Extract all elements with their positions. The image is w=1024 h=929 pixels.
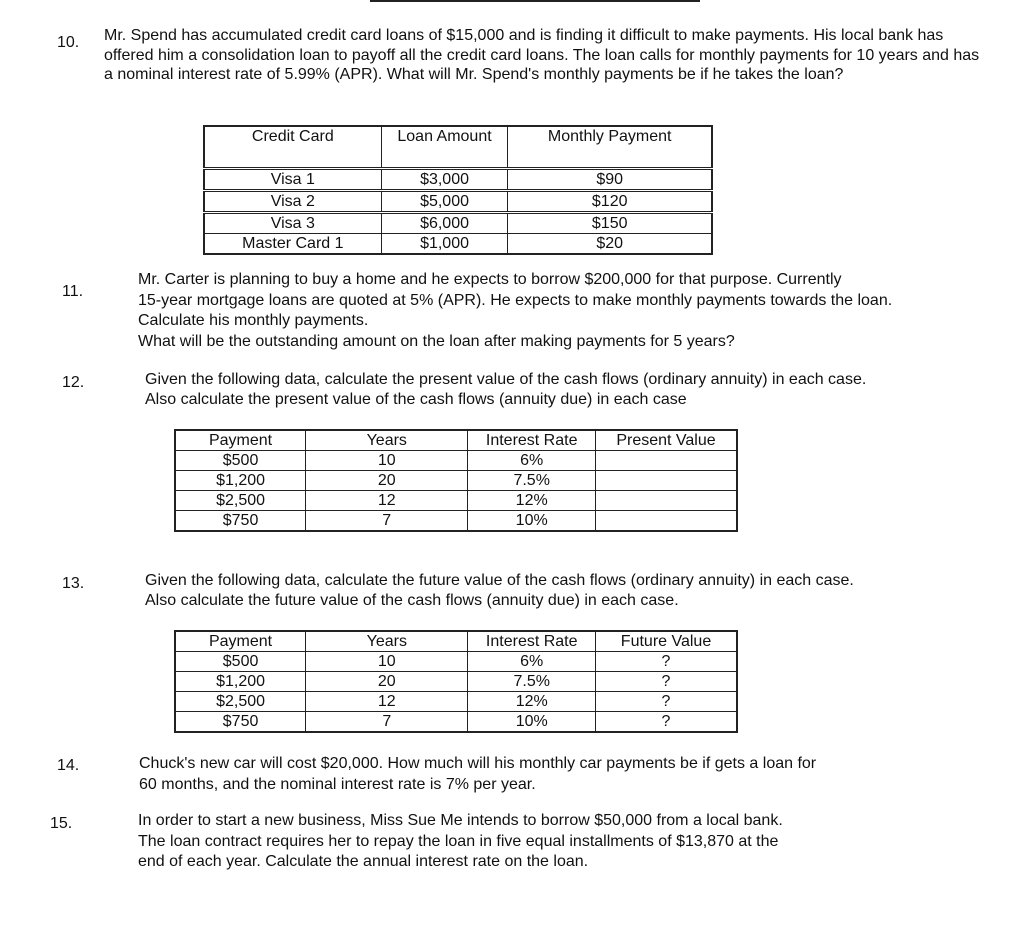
table-cell: 12 xyxy=(306,692,468,712)
question-11-number: 11. xyxy=(62,283,84,300)
top-rule xyxy=(370,0,700,2)
table-cell xyxy=(595,451,737,471)
column-header: Interest Rate xyxy=(468,631,596,652)
table-cell: $150 xyxy=(508,213,712,234)
table-cell: $5,000 xyxy=(381,191,508,213)
table-row xyxy=(204,234,712,255)
table-header-row xyxy=(204,126,712,169)
table-cell: $1,200 xyxy=(175,471,306,491)
table-cell: $750 xyxy=(175,511,306,532)
question-10-number: 10. xyxy=(57,34,80,51)
table-cell: $750 xyxy=(175,712,306,733)
table-cell: $1,200 xyxy=(175,672,306,692)
question-15-number: 15. xyxy=(50,815,73,832)
future-value-table xyxy=(174,630,738,733)
text-line: The loan contract requires her to repay the loan in five equal installments of $13,870 at the xyxy=(138,832,779,850)
table-cell: 10 xyxy=(306,451,468,471)
table-cell: 12 xyxy=(306,491,468,511)
table-cell: 10% xyxy=(468,511,596,532)
column-header: Future Value xyxy=(596,631,737,652)
column-header: Payment xyxy=(175,631,306,652)
column-header: Payment xyxy=(175,430,306,451)
column-header: Credit Card xyxy=(204,126,381,169)
table-cell: 12% xyxy=(468,692,596,712)
question-13-number: 13. xyxy=(62,575,85,592)
table-cell: 7 xyxy=(306,511,468,532)
column-header: Years xyxy=(306,430,468,451)
column-header: Interest Rate xyxy=(468,430,596,451)
text-line: Given the following data, calculate the future value of the cash flows (ordinary annuity) in each case. xyxy=(145,572,854,589)
table-row xyxy=(175,491,737,511)
text-line: In order to start a new business, Miss Sue Me intends to borrow $50,000 from a local bank. xyxy=(138,812,783,829)
question-10-text: Mr. Spend has accumulated credit card loans of $15,000 and is finding it difficult to make payments. His local bank has offered him a consolidation loan to payoff all the credit card loans. The loan calls for monthly payments for 10 years and has a nominal interest rate of 5.99% (APR). What will Mr. Spend's monthly payments be if he takes the loan? xyxy=(104,27,980,83)
text-line: What will be the outstanding amount on the loan after making payments for 5 years? xyxy=(138,332,735,350)
table-cell: 7.5% xyxy=(468,471,596,491)
text-line: Given the following data, calculate the present value of the cash flows (ordinary annuity) in each case. xyxy=(145,371,867,388)
table-header-row xyxy=(175,631,737,652)
credit-card-table xyxy=(203,125,713,255)
table-cell: $3,000 xyxy=(381,169,508,191)
question-13-text xyxy=(145,571,1005,611)
table-cell: ? xyxy=(596,712,737,733)
table-row xyxy=(204,213,712,234)
table-cell: 6% xyxy=(468,451,596,471)
table-cell: $500 xyxy=(175,652,306,672)
table-row xyxy=(175,652,737,672)
table-cell: 7.5% xyxy=(468,672,596,692)
text-line: 60 months, and the nominal interest rate is 7% per year. xyxy=(139,776,536,793)
question-14-number: 14. xyxy=(57,757,80,774)
column-header: Years xyxy=(306,631,468,652)
table-cell: 7 xyxy=(306,712,468,733)
table-cell: $120 xyxy=(508,191,712,213)
table-cell: $90 xyxy=(508,169,712,191)
question-12-text xyxy=(145,370,1005,410)
table-cell: $6,000 xyxy=(381,213,508,234)
table-cell xyxy=(595,511,737,532)
table-row xyxy=(175,451,737,471)
table-cell xyxy=(595,491,737,511)
text-line: Also calculate the future value of the cash flows (annuity due) in each case. xyxy=(145,592,679,609)
table-cell: 12% xyxy=(468,491,596,511)
table-cell: $2,500 xyxy=(175,491,306,511)
text-line: end of each year. Calculate the annual interest rate on the loan. xyxy=(138,853,589,870)
table-cell: Visa 2 xyxy=(204,191,381,213)
table-row xyxy=(175,511,737,532)
present-value-table xyxy=(174,429,738,532)
table-cell: 10 xyxy=(306,652,468,672)
table-cell: 10% xyxy=(468,712,596,733)
text-line: Chuck's new car will cost $20,000. How much will his monthly car payments be if gets a loan for xyxy=(139,755,817,772)
text-line: Also calculate the present value of the cash flows (annuity due) in each case xyxy=(145,391,687,408)
table-cell: 20 xyxy=(306,672,468,692)
table-cell: ? xyxy=(596,652,737,672)
table-cell: 6% xyxy=(468,652,596,672)
table-row xyxy=(175,692,737,712)
table-cell xyxy=(595,471,737,491)
table-row xyxy=(204,191,712,213)
table-cell: $1,000 xyxy=(381,234,508,255)
table-row xyxy=(175,471,737,491)
table-cell: $20 xyxy=(508,234,712,255)
column-header: Monthly Payment xyxy=(508,126,712,169)
question-12-number: 12. xyxy=(62,374,85,391)
question-14-text xyxy=(139,753,999,795)
text-line: Mr. Carter is planning to buy a home and he expects to borrow $200,000 for that purpose. Currently xyxy=(138,271,842,288)
table-header-row xyxy=(175,430,737,451)
column-header: Present Value xyxy=(595,430,737,451)
table-row xyxy=(175,672,737,692)
table-cell: Master Card 1 xyxy=(204,234,381,255)
column-header: Loan Amount xyxy=(381,126,508,169)
table-cell: $2,500 xyxy=(175,692,306,712)
table-cell: 20 xyxy=(306,471,468,491)
table-cell: Visa 3 xyxy=(204,213,381,234)
table-cell: ? xyxy=(596,692,737,712)
table-row xyxy=(175,712,737,733)
table-cell: $500 xyxy=(175,451,306,471)
table-cell: Visa 1 xyxy=(204,169,381,191)
table-cell: ? xyxy=(596,672,737,692)
text-line: 15-year mortgage loans are quoted at 5% (APR). He expects to make monthly payments towards the loan. xyxy=(138,291,893,309)
text-line: Calculate his monthly payments. xyxy=(138,312,369,329)
table-row xyxy=(204,169,712,191)
question-11-text xyxy=(138,270,1008,352)
question-15-text xyxy=(138,811,998,873)
